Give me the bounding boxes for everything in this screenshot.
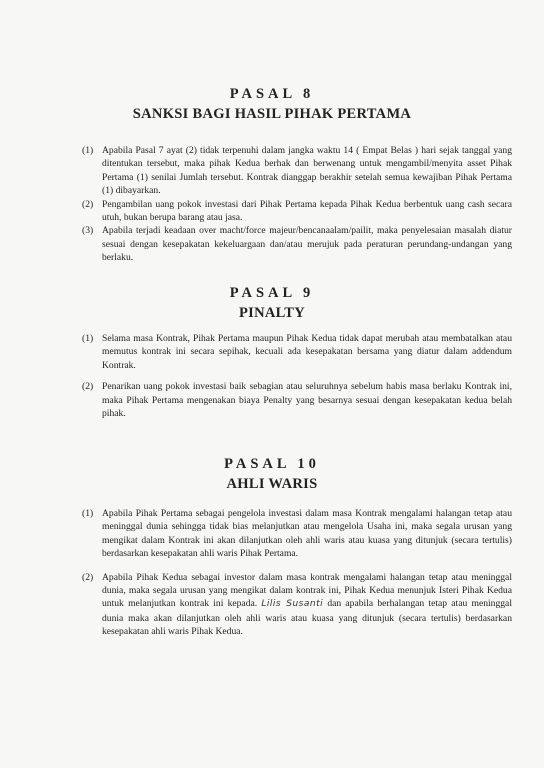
pasal-9-item-1 [82, 332, 512, 372]
item-number: (1) [82, 145, 94, 156]
pasal-8-item-1 [82, 144, 512, 198]
pasal-8-item-3 [82, 224, 512, 264]
item-number: (1) [82, 508, 94, 519]
item-text: Selama masa Kontrak, Pihak Pertama maupun Pihak Kedua tidak dapat merubah atau membatalkan atau memutus kontrak ini secara sepihak, kecuali ada kesepakatan bersama yang diatur dalam addendum Kontrak. [102, 333, 512, 371]
item-text: Apabila terjadi keadaan over macht/force majeur/bencanaalam/pailit, maka penyelesaian masalah diatur sesuai dengan kesepakatan kekeluargaan dan/atau merujuk pada peraturan perundang-undangan yang berlaku. [102, 225, 512, 264]
item-number: (2) [82, 571, 94, 583]
pasal-10-item-1 [82, 507, 512, 561]
pasal-10-item-2 [82, 571, 512, 639]
pasal-8-item-2 [82, 198, 512, 225]
item-number: (2) [82, 381, 94, 393]
item-text [102, 571, 512, 639]
pasal-10-list [82, 507, 512, 639]
pasal-8-list [82, 144, 512, 265]
pasal-9-item-2 [82, 380, 512, 420]
item-number: (3) [82, 225, 94, 237]
item-number: (2) [82, 198, 94, 210]
pasal-10-title: AHLI WARIS [226, 476, 318, 492]
pasal-9-heading: PASAL 9 [229, 285, 315, 301]
pasal-8-title: SANKSI BAGI HASIL PIHAK PERTAMA [132, 106, 412, 122]
item-text: Apabila Pihak Pertama sebagai pengelola investasi dalam masa Kontrak mengalami halangan tetap atau meninggal dunia sehingga tidak bias melanjutkan atau mengelola Usaha ini, maka segala urusan yang mengikat dalam Kontrak ini akan dilanjutkan oleh ahli waris atau kuasa yang ditunjuk (secara tertulis) berdasarkan kesepakatan ahli waris Pihak Pertama. [102, 508, 512, 560]
item-text: Apabila Pasal 7 ayat (2) tidak terpenuhi dalam jangka waktu 14 ( Empat Belas ) hari sejak tanggal yang ditentukan tersebut, maka pihak Kedua berhak dan berwenang untuk mengambil/menyita asset Pihak Pertama (1) senilai Jumlah tersebut. Kontrak dianggap berakhir setelah semua kewajiban Pihak Pertama (1) dibayarkan. [102, 145, 512, 197]
item-number: (1) [82, 333, 94, 344]
item-text: Pengambilan uang pokok investasi dari Pihak Pertama kepada Pihak Kedua berbentuk uang cash secara utuh, bukan berupa barang atau jasa. [102, 198, 512, 224]
handwritten-name: Lilis Susanti [261, 599, 324, 610]
item-text-before: Apabila Pihak Kedua sebagai investor dalam masa kontrak mengalami halangan tetap atau meninggal dunia, maka segala urusan yang mengikat dalam kontrak ini, Pihak Kedua menunjuk Isteri Pihak Kedua untuk melanjutkan kontrak ini kepada. [102, 571, 512, 610]
pasal-9-list [82, 332, 512, 420]
pasal-8-heading: PASAL 8 [229, 86, 315, 102]
item-text: Penarikan uang pokok investasi baik sebagian atau seluruhnya sebelum habis masa berlaku Kontrak ini, maka Pihak Pertama mengenakan biaya Penalty yang besarnya sesuai dengan kesepakatan kedua belah pihak. [102, 381, 512, 420]
pasal-9-title: PINALTY [238, 305, 306, 321]
pasal-10-heading: PASAL 10 [224, 456, 320, 472]
item-text-after: dan apabila berhalangan tetap atau meninggal dunia maka akan dilanjutkan oleh ahli waris atau kuasa yang ditunjuk (secara tertulis) berdasarkan kesepakatan ahli waris Pihak Kedua. [102, 598, 512, 638]
